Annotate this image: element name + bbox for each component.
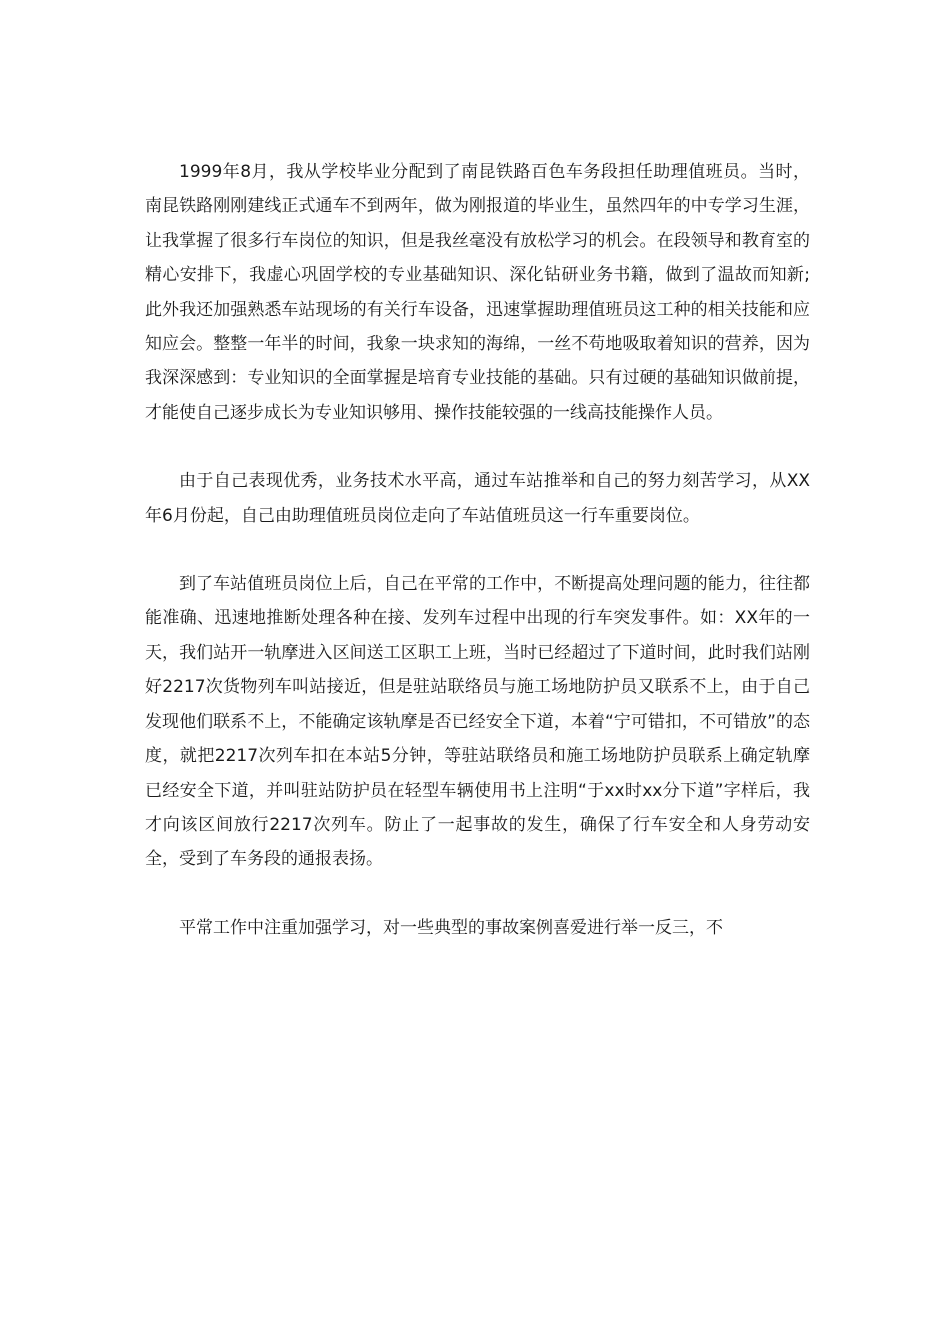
paragraph-2: 由于自己表现优秀，业务技术水平高，通过车站推举和自己的努力刻苦学习，从XX年6月份起，自己由助理值班员岗位走向了车站值班员这一行车重要岗位。 [145, 471, 810, 526]
paragraph-3: 到了车站值班员岗位上后，自己在平常的工作中，不断提高处理问题的能力，往往都能准确、迅速地推断处理各种在接、发列车过程中出现的行车突发事件。如：XX年的一天，我们站开一轨摩进入区间送工区职工上班，当时已经超过了下道时间，此时我们站刚好2217次货物列车叫站接近，但是驻站联络员与施工场地防护员又联系不上，由于自己发现他们联系不上，不能确定该轨摩是否已经安全下道，本着“宁可错扣，不可错放”的态度，就把2217次列车扣在本站5分钟，等驻站联络员和施工场地防护员联系上确定轨摩已经安全下道，并叫驻站防护员在轻型车辆使用书上注明“于xx时xx分下道”字样后，我才向该区间放行2217次列车。防止了一起事故的发生，确保了行车安全和人身劳动安全，受到了车务段的通报表扬。 [145, 574, 810, 870]
document-body [145, 155, 810, 979]
paragraph-1: 1999年8月，我从学校毕业分配到了南昆铁路百色车务段担任助理值班员。当时，南昆铁路刚刚建线正式通车不到两年，做为刚报道的毕业生，虽然四年的中专学习生涯，让我掌握了很多行车岗位的知识，但是我丝毫没有放松学习的机会。在段领导和教育室的精心安排下，我虚心巩固学校的专业基础知识、深化钻研业务书籍，做到了温故而知新;此外我还加强熟悉车站现场的有关行车设备，迅速掌握助理值班员这工种的相关技能和应知应会。整整一年半的时间，我象一块求知的海绵，一丝不苟地吸取着知识的营养，因为我深深感到：专业知识的全面掌握是培育专业技能的基础。只有过硬的基础知识做前提，才能使自己逐步成长为专业知识够用、操作技能较强的一线高技能操作人员。 [145, 162, 810, 423]
paragraph-4: 平常工作中注重加强学习，对一些典型的事故案例喜爱进行举一反三，不 [179, 917, 723, 938]
